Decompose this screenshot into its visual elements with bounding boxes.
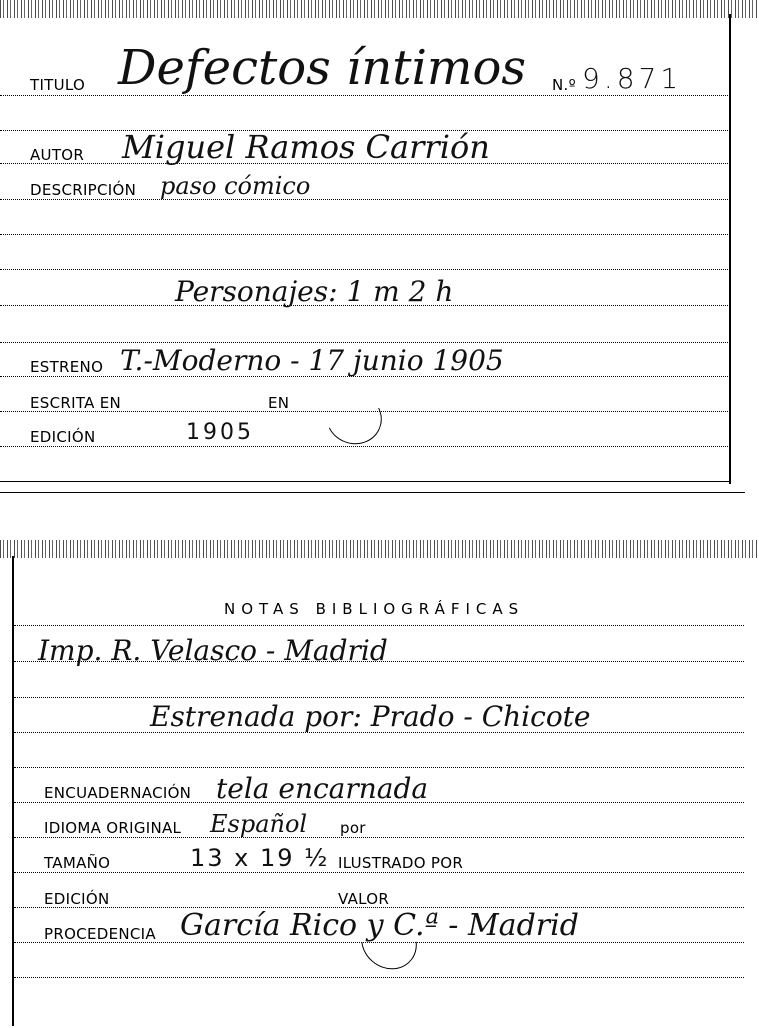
rule-line <box>14 977 744 978</box>
provenance-value: García Rico y C.ª - Madrid <box>180 908 579 943</box>
value-label: VALOR <box>338 890 390 908</box>
characters-value: Personajes: 1 m 2 h <box>175 275 454 308</box>
printer-note: Imp. R. Velasco - Madrid <box>38 634 388 667</box>
card-left-border <box>12 556 14 1026</box>
original-language-value: Español <box>210 810 308 838</box>
catalog-card-front <box>0 0 759 495</box>
card-edge <box>0 492 745 493</box>
card-top-edge <box>0 0 759 18</box>
title-label: TITULO <box>30 76 86 94</box>
illustrated-by-label: ILUSTRADO POR <box>338 854 464 872</box>
number-value: 9.871 <box>582 62 683 95</box>
card-right-border <box>729 14 731 484</box>
premiere-note: Estrenada por: Prado - Chicote <box>150 700 591 733</box>
rule-line <box>14 872 744 873</box>
premiere-value: T.-Moderno - 17 junio 1905 <box>120 344 504 377</box>
rule-line <box>0 234 730 235</box>
number-label: N.º <box>552 76 576 94</box>
edition-label: EDICIÓN <box>44 890 110 908</box>
description-value: paso cómico <box>160 172 311 200</box>
edition-label: EDICIÓN <box>30 428 96 446</box>
binding-label: ENCUADERNACIÓN <box>44 784 192 802</box>
written-in-label: ESCRITA EN <box>30 394 122 412</box>
size-value: 13 x 19 ½ <box>190 844 330 872</box>
provenance-label: PROCEDENCIA <box>44 925 156 943</box>
rule-line <box>0 342 730 343</box>
card-top-edge <box>0 540 759 558</box>
author-label: AUTOR <box>30 146 85 164</box>
rule-line <box>0 199 730 200</box>
in-label: EN <box>268 394 290 412</box>
title-value: Defectos íntimos <box>118 40 526 96</box>
edition-value: 1905 <box>186 420 254 445</box>
author-value: Miguel Ramos Carrión <box>122 128 490 166</box>
catalog-card-back <box>0 540 759 1028</box>
rule-line <box>14 697 744 698</box>
premiere-label: ESTRENO <box>30 358 104 376</box>
rule-line <box>0 269 730 270</box>
card-bottom-border <box>0 481 731 482</box>
rule-line <box>0 446 730 447</box>
description-label: DESCRIPCIÓN <box>30 181 137 199</box>
rule-line <box>14 625 744 626</box>
rule-line <box>14 837 744 838</box>
binding-value: tela encarnada <box>216 772 429 805</box>
rule-line <box>14 767 744 768</box>
stamp-mark <box>319 384 389 452</box>
size-label: TAMAÑO <box>44 854 111 872</box>
by-label: por <box>340 819 366 837</box>
notes-heading: NOTAS BIBLIOGRÁFICAS <box>224 600 525 618</box>
original-language-label: IDIOMA ORIGINAL <box>44 819 182 837</box>
